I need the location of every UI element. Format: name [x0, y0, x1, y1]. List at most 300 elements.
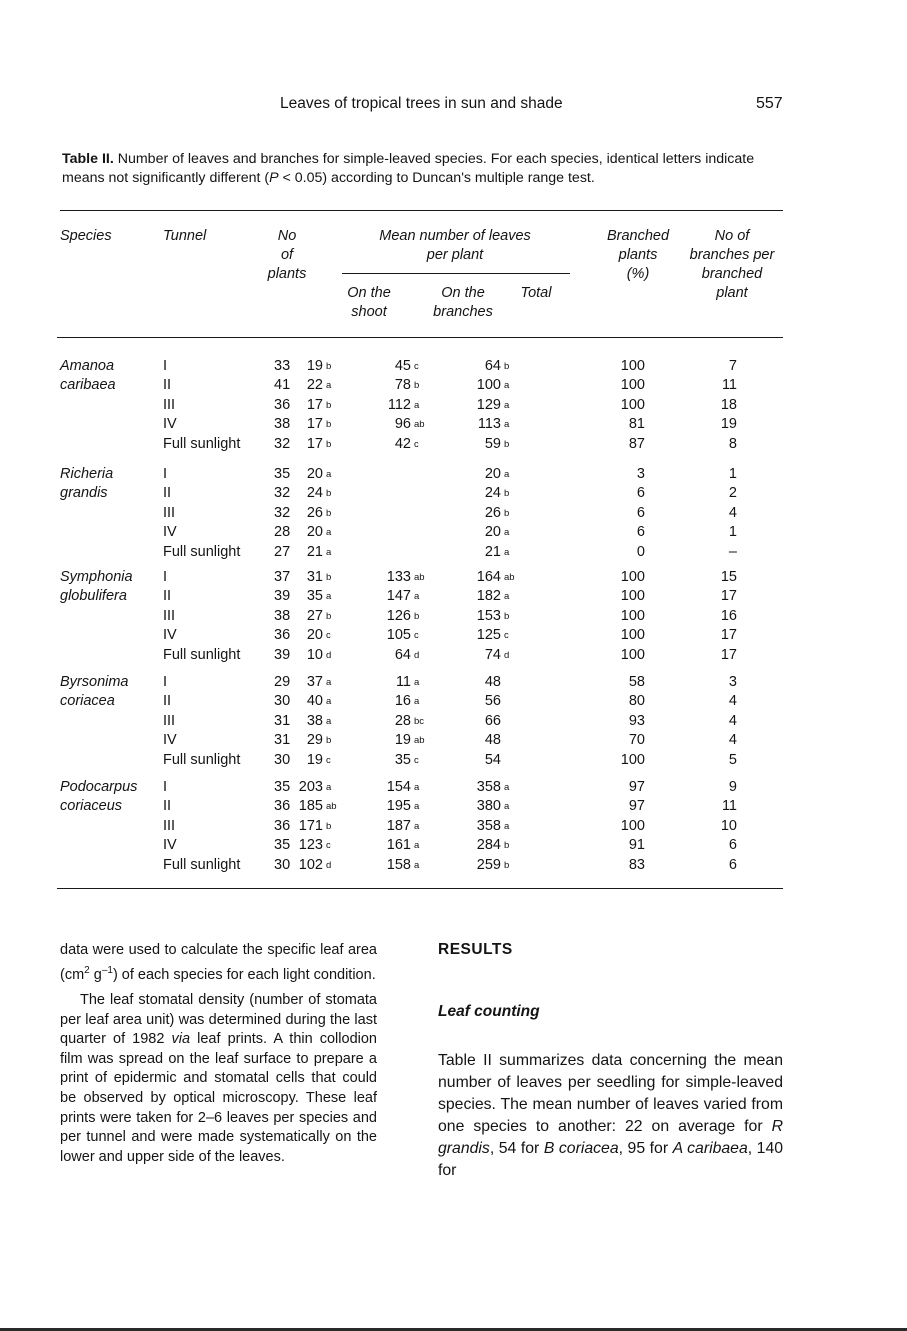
- value: 112: [387, 396, 411, 413]
- cell-branched-pct: [585, 415, 645, 434]
- value: 1: [728, 524, 737, 541]
- header-line: per plant: [426, 247, 484, 263]
- cell-n-branches: [677, 817, 737, 836]
- cell-tunnel: I: [163, 358, 168, 374]
- value: 64: [484, 358, 501, 374]
- value: 153: [476, 607, 501, 624]
- significance-letter: a: [326, 715, 332, 727]
- cell-shoot: [263, 465, 332, 484]
- significance-letter: c: [326, 754, 331, 766]
- value: 6: [728, 856, 737, 873]
- cell-branches: [351, 357, 419, 376]
- value: 28: [394, 712, 411, 729]
- value: 20: [306, 627, 323, 644]
- significance-letter: b: [504, 859, 510, 871]
- cell-total: [441, 587, 510, 606]
- value: 42: [394, 435, 411, 452]
- value: 19: [306, 358, 323, 374]
- header-line: shoot: [351, 304, 387, 320]
- value: 100: [620, 396, 645, 413]
- cell-total: [441, 856, 510, 875]
- cell-total: [441, 568, 515, 587]
- cell-shoot: [263, 587, 332, 606]
- cell-n: 41: [274, 377, 291, 394]
- cell-n-branches: [677, 587, 737, 606]
- cell-n: 35: [274, 779, 291, 795]
- value: 26: [484, 504, 501, 521]
- value: 17: [306, 435, 323, 452]
- value: 11: [395, 674, 411, 690]
- cell-tunnel: III: [163, 817, 176, 834]
- significance-letter: c: [414, 361, 419, 372]
- cell-branched-pct: [585, 543, 645, 562]
- cell-branched-pct: [585, 465, 645, 484]
- page-number: 557: [756, 95, 783, 112]
- value: 37: [306, 674, 323, 690]
- cell-total: [441, 797, 510, 816]
- significance-letter: a: [504, 801, 510, 813]
- value: 15: [720, 569, 737, 585]
- value: 4: [728, 504, 737, 521]
- cell-n-branches: [677, 607, 737, 626]
- cell-branched-pct: [585, 646, 645, 665]
- cell-n-branches: [677, 712, 737, 731]
- value: 133: [386, 569, 411, 585]
- header-line: branched: [701, 266, 763, 282]
- significance-letter: a: [326, 696, 332, 708]
- cell-shoot: [263, 396, 332, 415]
- text: ) of each species for each light condition.: [112, 966, 376, 983]
- value: 40: [306, 693, 323, 710]
- cell-branches: [351, 646, 420, 665]
- value: 24: [306, 485, 323, 502]
- paragraph-specific-leaf-area: [60, 941, 377, 985]
- header-line: plant: [716, 285, 748, 301]
- value: 20: [484, 466, 501, 482]
- cell-shoot: [263, 415, 332, 434]
- cell-n-branches: [677, 836, 737, 855]
- species-name: coriaceus: [60, 798, 123, 815]
- cell-total: [441, 543, 510, 562]
- value: 21: [306, 543, 323, 560]
- cell-n: 39: [274, 646, 291, 663]
- cell-n: 29: [274, 674, 291, 690]
- species-name: globulifera: [60, 588, 127, 605]
- significance-letter: a: [414, 820, 420, 832]
- cell-n-branches: [677, 646, 737, 665]
- cell-shoot: [263, 712, 332, 731]
- left-column: [60, 941, 377, 1167]
- species-name: Podocarpus: [60, 779, 138, 795]
- significance-letter: a: [414, 399, 420, 411]
- header-total: Total: [520, 285, 552, 301]
- significance-letter: a: [414, 840, 420, 852]
- cell-n: 30: [274, 856, 291, 873]
- cell-shoot: [263, 484, 332, 503]
- significance-letter: b: [326, 572, 332, 583]
- significance-letter: a: [326, 380, 332, 392]
- cell-n-branches: [677, 626, 737, 645]
- value: 185: [298, 798, 323, 815]
- header-branched-plants: [598, 227, 678, 284]
- value: 24: [484, 485, 501, 502]
- cell-n: 32: [274, 435, 291, 452]
- paragraph-stomatal-density: [60, 991, 377, 1167]
- table-bottom-rule: [57, 888, 783, 889]
- cell-n: 36: [274, 817, 291, 834]
- text: Table II summarizes data concerning the mean number of leaves per seedling for simple-leaved species. The mean number of leaves varied from one species to another: 22 on average for: [438, 1052, 783, 1135]
- text: leaf prints. A thin collodion film was spread on the leaf surface to prepare a print of epidermic and stomatal cells that could be observed by optical microscopy. These leaf prints were taken for 2–6 leaves per species and per tunnel and were made systematically on the lower and upper side of the leaves.: [60, 1031, 377, 1165]
- text: , 54 for: [489, 1140, 544, 1157]
- header-mean-leaves: [330, 227, 580, 265]
- value: 64: [394, 646, 411, 663]
- cell-n: 35: [274, 837, 291, 854]
- significance-letter: a: [414, 591, 420, 603]
- header-line: On the: [347, 285, 391, 301]
- italic-via: via: [171, 1031, 191, 1048]
- cell-branches: [351, 673, 420, 692]
- cell-branches: [351, 376, 420, 395]
- cell-branched-pct: [585, 396, 645, 415]
- cell-n-branches: [677, 415, 737, 434]
- cell-branches: [351, 751, 419, 770]
- value: 83: [628, 856, 645, 873]
- value: 105: [386, 627, 411, 644]
- text: The leaf stomatal density (number of stomata per leaf area unit) was determined during the last quarter of 1982: [60, 992, 377, 1048]
- header-line: (%): [626, 266, 650, 282]
- value: 21: [484, 543, 501, 560]
- significance-letter: ab: [414, 735, 425, 747]
- value: 380: [476, 798, 501, 815]
- cell-branches: [351, 587, 420, 606]
- significance-letter: c: [414, 630, 419, 642]
- cell-n: 32: [274, 504, 291, 521]
- cell-n: 38: [274, 607, 291, 624]
- cell-branched-pct: [585, 731, 645, 750]
- cell-tunnel: III: [163, 607, 176, 624]
- cell-shoot: [263, 751, 331, 770]
- cell-tunnel: IV: [163, 732, 177, 749]
- cell-branches: [351, 626, 419, 645]
- value: 100: [476, 377, 501, 394]
- value: 6: [636, 524, 645, 541]
- value: 3: [636, 466, 645, 482]
- value: 100: [620, 377, 645, 394]
- value: 17: [720, 627, 737, 644]
- value: 4: [728, 732, 737, 749]
- cell-n: 28: [274, 524, 291, 541]
- value: 203: [298, 779, 323, 795]
- value: 96: [394, 416, 411, 433]
- species-name: Symphonia: [60, 569, 133, 585]
- cell-branches: [351, 731, 425, 750]
- significance-letter: ab: [414, 419, 425, 431]
- value: 100: [620, 569, 645, 585]
- header-line: branches: [433, 304, 493, 320]
- cell-shoot: [263, 778, 332, 797]
- value: 48: [484, 732, 501, 749]
- header-on-branches: [423, 284, 503, 322]
- species-name: Richeria: [60, 466, 114, 482]
- value: 100: [620, 588, 645, 605]
- value: 161: [386, 837, 411, 854]
- value: 171: [298, 817, 323, 834]
- significance-letter: a: [504, 546, 510, 558]
- significance-letter: c: [414, 754, 419, 766]
- cell-tunnel: IV: [163, 416, 177, 433]
- significance-letter: a: [504, 399, 510, 411]
- cell-shoot: [263, 692, 332, 711]
- significance-letter: a: [414, 801, 420, 813]
- cell-branches: [351, 817, 420, 836]
- value: 74: [484, 646, 501, 663]
- header-line: plants: [267, 266, 307, 282]
- value: 17: [720, 646, 737, 663]
- cell-total: [441, 712, 501, 731]
- value: 16: [394, 693, 411, 710]
- cell-n-branches: [677, 357, 737, 376]
- cell-tunnel: IV: [163, 627, 177, 644]
- table-caption: [62, 150, 792, 188]
- cell-total: [441, 646, 510, 665]
- cell-total: [441, 626, 509, 645]
- value: 20: [484, 524, 501, 541]
- significance-letter: a: [414, 696, 420, 708]
- cell-shoot: [263, 543, 332, 562]
- significance-letter: d: [326, 649, 332, 661]
- significance-letter: b: [326, 361, 332, 372]
- significance-letter: b: [504, 488, 510, 500]
- cell-n: 30: [274, 693, 291, 710]
- cell-n-branches: [677, 856, 737, 875]
- value: 154: [386, 779, 411, 795]
- cell-total: [441, 817, 510, 836]
- value: 54: [484, 751, 501, 768]
- value: 11: [721, 798, 737, 815]
- value: 123: [298, 837, 323, 854]
- significance-letter: a: [326, 527, 332, 539]
- value: 100: [620, 627, 645, 644]
- value: 20: [306, 466, 323, 482]
- value: 126: [386, 607, 411, 624]
- significance-letter: bc: [414, 715, 425, 727]
- cell-branched-pct: [585, 778, 645, 797]
- value: 100: [620, 646, 645, 663]
- cell-shoot: [263, 504, 332, 523]
- significance-letter: b: [326, 419, 332, 431]
- cell-n-branches: [677, 504, 737, 523]
- significance-letter: b: [504, 840, 510, 852]
- significance-letter: c: [414, 438, 419, 450]
- significance-letter: b: [504, 507, 510, 519]
- cell-branches: [351, 607, 420, 626]
- cell-tunnel: I: [163, 569, 168, 585]
- value: 87: [628, 435, 645, 452]
- table-caption-text-2: < 0.05) according to Duncan's multiple range test.: [278, 170, 595, 186]
- cell-shoot: [263, 523, 332, 542]
- table-header-rule: [57, 337, 783, 338]
- cell-shoot: [263, 731, 332, 750]
- value: 259: [476, 856, 501, 873]
- value: 29: [306, 732, 323, 749]
- header-line: plants: [618, 247, 658, 263]
- species-name: grandis: [60, 485, 108, 502]
- cell-branched-pct: [585, 797, 645, 816]
- header-branches-per-plant: [672, 227, 792, 303]
- cell-n-branches: [677, 396, 737, 415]
- header-on-shoot: [340, 284, 398, 322]
- cell-shoot: [263, 797, 337, 816]
- header-line: No: [277, 228, 297, 244]
- value: 100: [620, 751, 645, 768]
- table-caption-text: Number of leaves and branches for simple-leaved species. For each species, identical letters indicate means not significantly different (: [62, 151, 755, 186]
- significance-letter: b: [414, 610, 420, 622]
- significance-letter: d: [414, 649, 420, 661]
- value: 102: [298, 856, 323, 873]
- cell-total: [441, 751, 501, 770]
- significance-letter: ab: [504, 572, 515, 583]
- cell-tunnel: II: [163, 798, 172, 815]
- significance-letter: a: [504, 782, 510, 793]
- value: 17: [306, 416, 323, 433]
- cell-tunnel: IV: [163, 524, 177, 541]
- table-top-rule: [60, 210, 783, 211]
- cell-branches: [351, 712, 425, 731]
- value: 4: [728, 712, 737, 729]
- section-heading-results: RESULTS: [438, 941, 513, 958]
- cell-n-branches: [677, 568, 737, 587]
- significance-letter: b: [326, 488, 332, 500]
- value: 8: [728, 435, 737, 452]
- header-species: Species: [60, 228, 112, 244]
- cell-branches: [351, 435, 419, 454]
- cell-tunnel: II: [163, 693, 172, 710]
- significance-letter: a: [504, 380, 510, 392]
- value: 20: [306, 524, 323, 541]
- value: 17: [306, 396, 323, 413]
- value: –: [728, 543, 737, 560]
- significance-letter: c: [504, 630, 509, 642]
- cell-n-branches: [677, 465, 737, 484]
- cell-tunnel: III: [163, 396, 176, 413]
- significance-letter: a: [326, 546, 332, 558]
- value: 66: [484, 712, 501, 729]
- cell-branched-pct: [585, 692, 645, 711]
- value: 48: [484, 674, 501, 690]
- text: , 140 for: [438, 1140, 784, 1179]
- cell-tunnel: I: [163, 779, 168, 795]
- cell-n-branches: [677, 673, 737, 692]
- header-line: of: [280, 247, 294, 263]
- significance-letter: a: [326, 677, 332, 688]
- value: 19: [720, 416, 737, 433]
- superscript: –1: [101, 964, 113, 976]
- cell-branched-pct: [585, 607, 645, 626]
- value: 129: [476, 396, 501, 413]
- significance-letter: a: [414, 782, 420, 793]
- significance-letter: d: [326, 859, 332, 871]
- cell-n-branches: [677, 523, 737, 542]
- value: 56: [484, 693, 501, 710]
- value: 164: [476, 569, 501, 585]
- cell-total: [441, 836, 510, 855]
- species-name: Byrsonima: [60, 674, 129, 690]
- value: 97: [628, 779, 645, 795]
- cell-n: 32: [274, 485, 291, 502]
- significance-letter: b: [326, 820, 332, 832]
- cell-tunnel: I: [163, 466, 168, 482]
- cell-branches: [351, 778, 420, 797]
- value: 59: [484, 435, 501, 452]
- cell-tunnel: Full sunlight: [163, 646, 241, 663]
- cell-n-branches: [677, 543, 737, 562]
- significance-letter: a: [326, 782, 332, 793]
- cell-branched-pct: [585, 523, 645, 542]
- cell-branched-pct: [585, 751, 645, 770]
- cell-total: [441, 396, 510, 415]
- value: 7: [728, 358, 737, 374]
- cell-shoot: [263, 626, 331, 645]
- value: 35: [394, 751, 411, 768]
- running-head: Leaves of tropical trees in sun and shade: [280, 95, 563, 112]
- cell-branched-pct: [585, 484, 645, 503]
- value: 81: [628, 416, 645, 433]
- value: 26: [306, 504, 323, 521]
- value: 100: [620, 817, 645, 834]
- value: 19: [306, 751, 323, 768]
- value: 100: [620, 358, 645, 374]
- cell-branches: [351, 856, 420, 875]
- significance-letter: b: [326, 438, 332, 450]
- cell-branched-pct: [585, 357, 645, 376]
- cell-branched-pct: [585, 836, 645, 855]
- cell-shoot: [263, 646, 332, 665]
- value: 58: [628, 674, 645, 690]
- value: 97: [628, 798, 645, 815]
- cell-shoot: [263, 435, 332, 454]
- cell-n: 31: [274, 732, 291, 749]
- cell-branched-pct: [585, 435, 645, 454]
- cell-tunnel: Full sunlight: [163, 751, 241, 768]
- cell-tunnel: II: [163, 377, 172, 394]
- cell-total: [441, 731, 501, 750]
- value: 27: [306, 607, 323, 624]
- value: 93: [628, 712, 645, 729]
- cell-n-branches: [677, 751, 737, 770]
- cell-branched-pct: [585, 673, 645, 692]
- significance-letter: b: [326, 610, 332, 622]
- cell-total: [441, 523, 510, 542]
- cell-branched-pct: [585, 587, 645, 606]
- cell-branched-pct: [585, 568, 645, 587]
- cell-shoot: [263, 817, 332, 836]
- value: 35: [306, 588, 323, 605]
- header-line: On the: [441, 285, 485, 301]
- significance-letter: ab: [326, 801, 337, 813]
- significance-letter: b: [504, 610, 510, 622]
- cell-total: [441, 673, 501, 692]
- table-caption-p: P: [269, 170, 279, 186]
- cell-branches: [351, 836, 420, 855]
- cell-branches: [351, 415, 425, 434]
- value: 31: [306, 569, 323, 585]
- value: 2: [728, 485, 737, 502]
- cell-n-branches: [677, 797, 737, 816]
- significance-letter: a: [326, 591, 332, 603]
- value: 158: [386, 856, 411, 873]
- value: 113: [477, 416, 501, 433]
- value: 4: [728, 693, 737, 710]
